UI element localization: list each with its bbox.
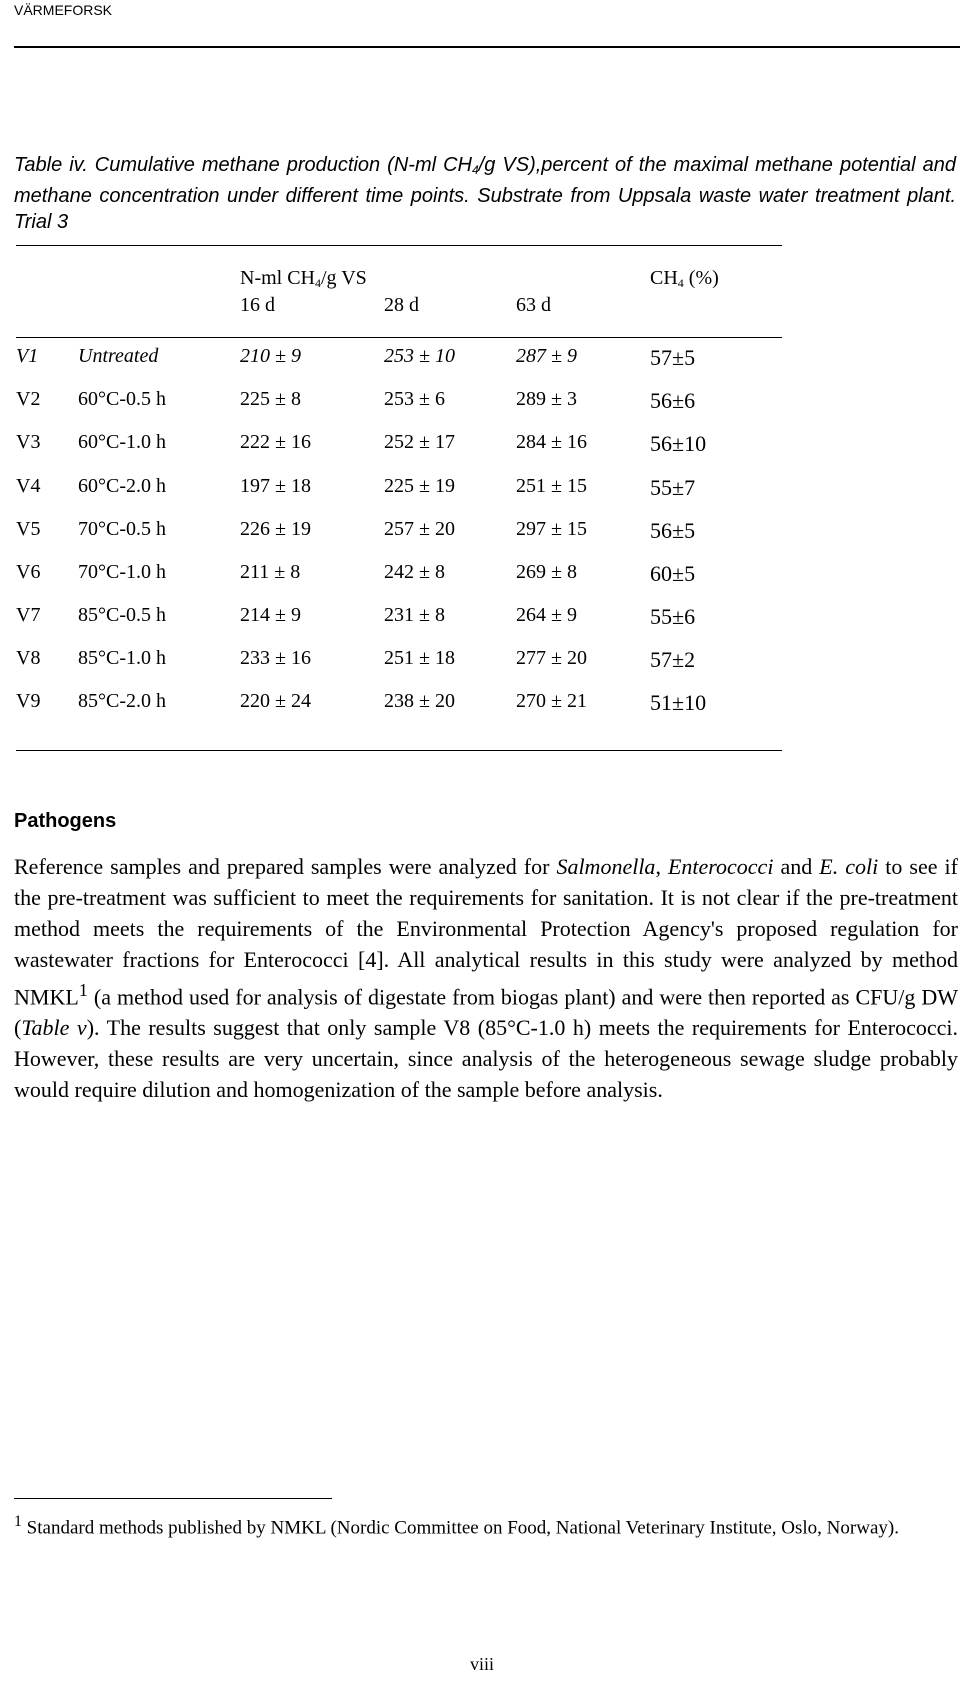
cell-treatment: Untreated (78, 345, 159, 367)
caption-text-2: /g VS),percent of the maximal methane potential and methane concentration under different time points. Substrate from Uppsala waste water treatment plant. Trial 3 (14, 154, 956, 233)
group-header: N-ml $CH_4/g$ VS (240, 267, 367, 290)
running-header: VÄRMEFORSK (14, 2, 113, 18)
cell-treatment: 85°C-0.5 h (78, 604, 166, 626)
footnote-rule (14, 1498, 332, 1499)
cell-ch4: 56±10 (650, 431, 707, 456)
cell-ch4: 57±5 (650, 345, 696, 370)
cell-treatment: 85°C-2.0 h (78, 690, 166, 712)
footnote-mark: 1 (14, 1513, 22, 1530)
cell-28d: 253 ± 6 (384, 388, 445, 410)
cell-ch4: 55±7 (650, 475, 696, 500)
cell-ch4: 55±6 (650, 604, 696, 629)
footnote-ref: 1 (78, 980, 88, 1000)
cell-ch4: 60±5 (650, 561, 696, 586)
day-header-63: 63 d (516, 294, 551, 316)
cell-63d: 289 ± 3 (516, 388, 577, 410)
cell-28d: 253 ± 10 (384, 345, 455, 367)
cell-ch4: 57±2 (650, 647, 696, 672)
italic-salmonella: Salmonella (556, 854, 656, 879)
cell-28d: 251 ± 18 (384, 647, 455, 669)
cell-63d: 269 ± 8 (516, 561, 577, 583)
cell-id: V1 (16, 345, 39, 367)
cell-treatment: 70°C-1.0 h (78, 561, 166, 583)
cell-28d: 238 ± 20 (384, 690, 455, 712)
italic-coli: coli (845, 854, 879, 879)
page-number: viii (470, 1654, 495, 1674)
cell-id: V7 (16, 604, 41, 626)
cell-16d: 222 ± 16 (240, 431, 311, 453)
cell-63d: 277 ± 20 (516, 647, 587, 669)
cell-id: V9 (16, 690, 41, 712)
table-caption (14, 152, 956, 235)
cell-16d: 211 ± 8 (240, 561, 301, 583)
table-header-rule (16, 337, 782, 338)
cell-treatment: 85°C-1.0 h (78, 647, 166, 669)
day-header-16: 16 d (240, 294, 275, 316)
cell-id: V8 (16, 647, 41, 669)
cell-ch4: 51±10 (650, 690, 707, 715)
cell-63d: 297 ± 15 (516, 518, 587, 540)
cell-28d: 231 ± 8 (384, 604, 445, 626)
italic-enterococci: Enterococci (667, 854, 774, 879)
cell-16d: 214 ± 9 (240, 604, 301, 626)
cell-16d: 225 ± 8 (240, 388, 301, 410)
header-rule (14, 46, 960, 48)
cell-ch4: 56±6 (650, 388, 696, 413)
ch4-header: $CH_4$ (%) (650, 267, 719, 290)
cell-treatment: 60°C-1.0 h (78, 431, 166, 453)
cell-28d: 225 ± 19 (384, 475, 455, 497)
day-header-28: 28 d (384, 294, 419, 316)
body-paragraph: Reference samples and prepared samples were analyzed for Salmonella, Enterococci and E. coli to see if the pre-treatment was sufficient to meet the requirements for sanitation. It is not clear if the pre-treatment method meets the requirements of the Environmental Protection Agency's proposed regulation for wastewater fractions for Enterococci [4]. All analytical results in this study were analyzed by method NMKL$^1$ (a method used for analysis of digestate from biogas plant) and were then reported as CFU/g DW (Table v). The results suggest that only sample V8 (85°C-1.0 h) meets the requirements for Enterococci. However, these results are very uncertain, since analysis of the heterogeneous sewage sludge probably would require dilution and homogenization of the sample before analysis. (14, 854, 958, 1103)
cell-63d: 270 ± 21 (516, 690, 587, 712)
cell-63d: 251 ± 15 (516, 475, 587, 497)
cell-16d: 226 ± 19 (240, 518, 311, 540)
table-top-rule (16, 245, 782, 246)
cell-id: V2 (16, 388, 41, 410)
caption-text-1: Table iv. Cumulative methane production (N-ml CH (14, 154, 472, 176)
cell-id: V4 (16, 475, 41, 497)
cell-63d: 264 ± 9 (516, 604, 577, 626)
table-reference: Table v (21, 1015, 87, 1041)
footnote-text: Standard methods published by NMKL (Nordic Committee on Food, National Veterinary Institute, Oslo, Norway). (21, 1517, 899, 1539)
cell-63d: 287 ± 9 (516, 345, 577, 367)
section-heading: Pathogens (14, 810, 117, 832)
cell-16d: 220 ± 24 (240, 690, 311, 712)
cell-id: V5 (16, 518, 41, 540)
cell-28d: 252 ± 17 (384, 431, 455, 453)
table-bottom-rule (16, 750, 782, 751)
cell-16d: 210 ± 9 (240, 345, 301, 367)
caption-subscript: 4 (471, 163, 479, 177)
cell-28d: 242 ± 8 (384, 561, 445, 583)
cell-treatment: 60°C-0.5 h (78, 388, 166, 410)
cell-id: V6 (16, 561, 41, 583)
cell-id: V3 (16, 431, 41, 453)
cell-treatment: 70°C-0.5 h (78, 518, 166, 540)
cell-28d: 257 ± 20 (384, 518, 455, 540)
footnote (14, 1509, 958, 1541)
italic-e: E. (819, 854, 839, 879)
cell-16d: 233 ± 16 (240, 647, 311, 669)
cell-ch4: 56±5 (650, 518, 696, 543)
cell-63d: 284 ± 16 (516, 431, 587, 453)
cell-treatment: 60°C-2.0 h (78, 475, 166, 497)
cell-16d: 197 ± 18 (240, 475, 311, 497)
